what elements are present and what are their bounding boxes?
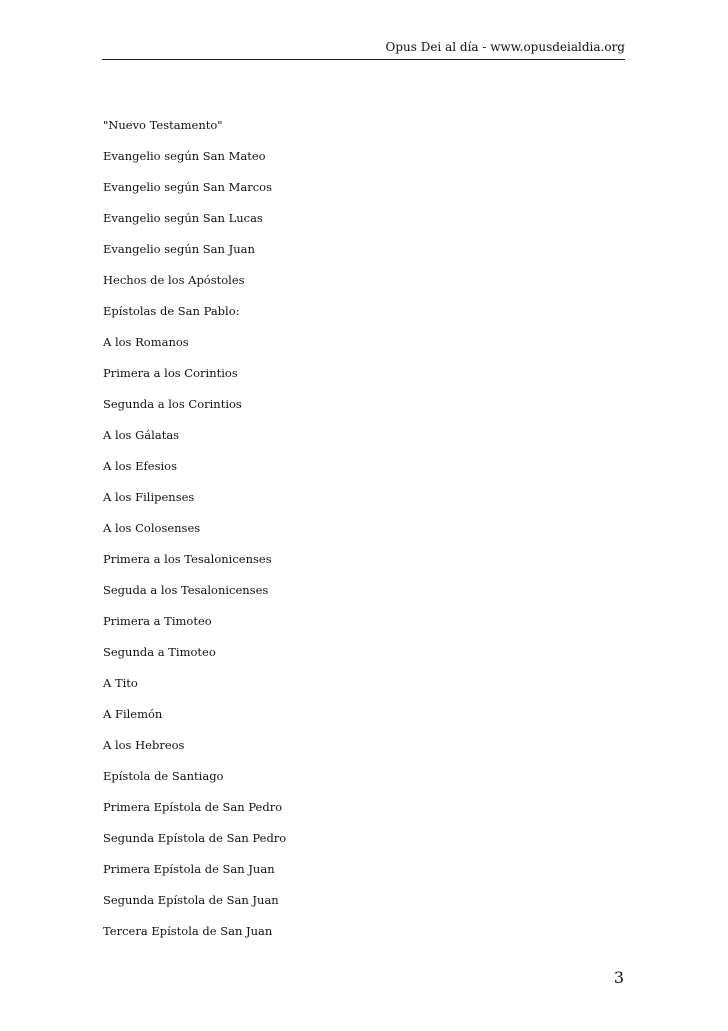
list-item: Evangelio según San Marcos	[103, 180, 272, 194]
list-item: Evangelio según San Juan	[103, 242, 255, 256]
page-number: 3	[613, 968, 624, 987]
list-item: Epístola de Santiago	[103, 769, 224, 783]
list-item: Primera Epístola de San Juan	[103, 862, 275, 876]
list-item: A los Gálatas	[103, 428, 180, 442]
list-item: Evangelio según San Mateo	[103, 149, 266, 163]
list-item: Primera Epístola de San Pedro	[103, 800, 283, 814]
list-item: Hechos de los Apóstoles	[103, 273, 245, 287]
list-item: Primera a Timoteo	[103, 614, 212, 628]
page-header	[102, 40, 625, 60]
list-item: Segunda Epístola de San Pedro	[103, 831, 287, 845]
list-item: Tercera Epístola de San Juan	[103, 924, 273, 938]
list-item: Segunda a Timoteo	[103, 645, 216, 659]
list-item: Primera a los Corintios	[103, 366, 238, 380]
list-item: "Nuevo Testamento"	[103, 118, 223, 132]
list-item: A Filemón	[103, 707, 163, 721]
list-item: A los Romanos	[103, 335, 189, 349]
list-item: Segunda Epístola de San Juan	[103, 893, 279, 907]
list-item: Evangelio según San Lucas	[103, 211, 263, 225]
book-list	[103, 117, 623, 954]
list-item: A los Hebreos	[103, 738, 185, 752]
list-item: A los Efesios	[103, 459, 177, 473]
list-item: Epístolas de San Pablo:	[103, 304, 240, 318]
list-item: A los Colosenses	[103, 521, 201, 535]
list-item: Segunda a los Corintios	[103, 397, 242, 411]
list-item: A Tito	[103, 676, 138, 690]
header-site-text: Opus Dei al día - www.opusdeialdia.org	[385, 40, 625, 54]
list-item: Primera a los Tesalonicenses	[103, 552, 272, 566]
list-item: Seguda a los Tesalonicenses	[103, 583, 269, 597]
list-item: A los Filipenses	[103, 490, 195, 504]
